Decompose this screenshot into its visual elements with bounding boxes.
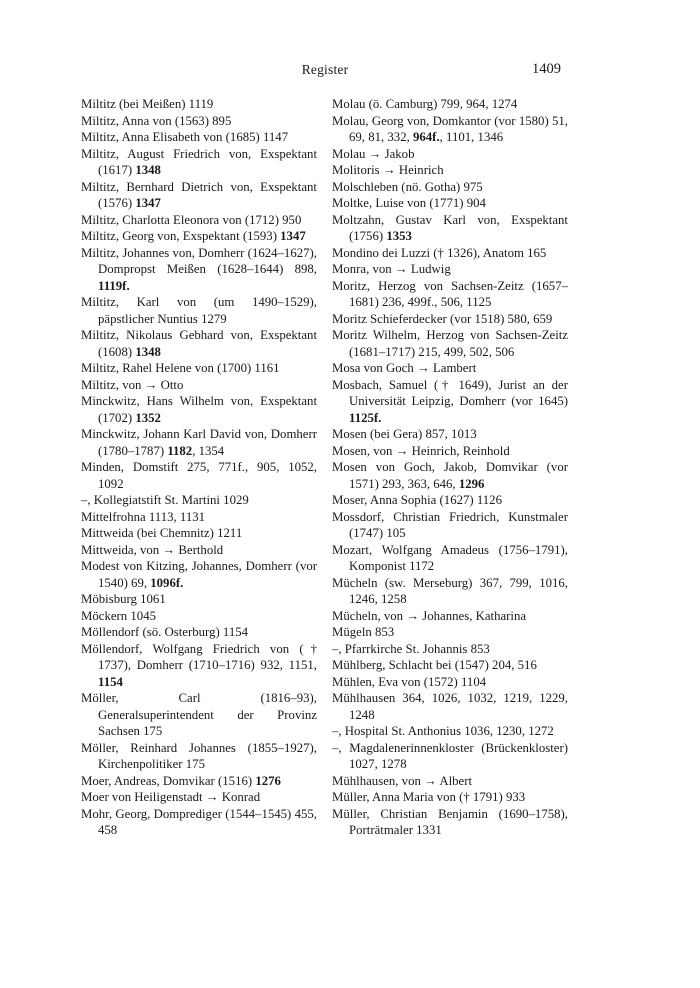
index-entry: Moritz, Herzog von Sachsen-Zeitz (1657–1681) 236, 499f., 506, 1125 [332, 278, 568, 309]
index-entry: Molau (ö. Camburg) 799, 964, 1274 [332, 97, 518, 111]
index-column-right [332, 96, 568, 839]
index-entry: –, Hospital St. Anthonius 1036, 1230, 1272 [332, 724, 554, 738]
index-entry: Miltitz, August Friedrich von, Exspektant (1617) 1348 [81, 146, 317, 177]
index-entry: Miltitz, Georg von, Exspektant (1593) 1347 [81, 229, 306, 243]
index-entry: Mühlen, Eva von (1572) 1104 [332, 674, 487, 689]
index-entry: Mittelfrohna 1113, 1131 [81, 509, 206, 524]
index-entry: Moritz Schieferdecker (vor 1518) 580, 659 [332, 311, 553, 326]
index-entry: Miltitz, von → Otto [81, 377, 184, 392]
index-entry: Mühlhausen, von → Albert [332, 773, 473, 788]
index-entry: Mücheln, von → Johannes, Katharina [332, 608, 527, 623]
index-entry: Miltitz, Rahel Helene von (1700) 1161 [81, 361, 280, 375]
index-entry: Modest von Kitzing, Johannes, Domherr (vor 1540) 69, 1096f. [81, 559, 317, 590]
index-entry: Mohr, Georg, Domprediger (1544–1545) 455, 458 [81, 806, 317, 837]
index-entry: Mondino dei Luzzi († 1326), Anatom 165 [332, 245, 547, 260]
index-entry: Mücheln (sw. Merseburg) 367, 799, 1016, 1246, 1258 [332, 575, 568, 606]
index-entry: Monra, von → Ludwig [332, 262, 451, 276]
index-entry: Möbisburg 1061 [81, 592, 166, 606]
index-entry: Minckwitz, Johann Karl David von, Domherr (1780–1787) 1182, 1354 [81, 427, 317, 458]
index-entry: Molschleben (nö. Gotha) 975 [332, 179, 483, 194]
index-entry: Möller, Reinhard Johannes (1855–1927), Kirchenpolitiker 175 [81, 740, 317, 771]
index-entry: Mühlhausen 364, 1026, 1032, 1219, 1229, 1248 [332, 691, 568, 722]
index-entry: Mosen, von → Heinrich, Reinhold [332, 443, 510, 458]
index-entry: Miltitz, Anna Elisabeth von (1685) 1147 [81, 130, 289, 144]
index-entry: Mozart, Wolfgang Amadeus (1756–1791), Komponist 1172 [332, 542, 568, 573]
index-column-left [81, 96, 317, 839]
index-entry: Möckern 1045 [81, 608, 156, 623]
index-entry: Moser, Anna Sophia (1627) 1126 [332, 493, 502, 507]
index-entry: Müller, Christian Benjamin (1690–1758), Porträtmaler 1331 [332, 806, 568, 837]
index-entry: Moer von Heiligenstadt → Konrad [81, 790, 261, 804]
index-entry: Minckwitz, Hans Wilhelm von, Exspektant (1702) 1352 [81, 394, 317, 425]
index-entry: Molau → Jakob [332, 146, 415, 161]
index-entry: Moritz Wilhelm, Herzog von Sachsen-Zeitz (1681–1717) 215, 499, 502, 506 [332, 328, 568, 359]
index-entry: Miltitz, Karl von (um 1490–1529), päpstlicher Nuntius 1279 [81, 295, 317, 326]
index-entry: Mosen von Goch, Jakob, Domvikar (vor 1571) 293, 363, 646, 1296 [332, 460, 568, 491]
index-entry: Müller, Anna Maria von († 1791) 933 [332, 790, 526, 804]
index-entry: Miltitz, Johannes von, Domherr (1624–1627), Dompropst Meißen (1628–1644) 898, 1119f. [81, 245, 317, 293]
index-entry: Minden, Domstift 275, 771f., 905, 1052, 1092 [81, 460, 317, 491]
index-entry: Molau, Georg von, Domkantor (vor 1580) 51, 69, 81, 332, 964f., 1101, 1346 [332, 113, 568, 144]
index-entry: Mosa von Goch → Lambert [332, 361, 477, 375]
index-entry: –, Pfarrkirche St. Johannis 853 [332, 641, 490, 656]
index-entry: Moltke, Luise von (1771) 904 [332, 196, 486, 210]
index-entry: –, Magdalenerinnenkloster (Brückenkloster) 1027, 1278 [332, 740, 568, 771]
index-entry: –, Kollegiatstift St. Martini 1029 [81, 493, 249, 507]
index-entry: Miltitz, Bernhard Dietrich von, Exspektant (1576) 1347 [81, 179, 317, 210]
index-entry: Moer, Andreas, Domvikar (1516) 1276 [81, 773, 281, 788]
index-entry: Möllendorf, Wolfgang Friedrich von († 1737), Domherr (1710–1716) 932, 1151, 1154 [81, 641, 317, 689]
index-entry: Miltitz (bei Meißen) 1119 [81, 97, 214, 111]
index-entry: Mosbach, Samuel († 1649), Jurist an der Universität Leipzig, Domherr (vor 1645) 1125f. [332, 377, 568, 425]
index-entry: Miltitz, Nikolaus Gebhard von, Exspektant (1608) 1348 [81, 328, 317, 359]
index-entry: Moltzahn, Gustav Karl von, Exspektant (1756) 1353 [332, 212, 568, 243]
index-entry: Mittweida (bei Chemnitz) 1211 [81, 526, 243, 540]
index-entry: Miltitz, Anna von (1563) 895 [81, 113, 232, 128]
index-entry: Möller, Carl (1816–93), Generalsuperintendent der Provinz Sachsen 175 [81, 691, 317, 738]
index-entry: Molitoris → Heinrich [332, 163, 444, 177]
index-entry: Mittweida, von → Berthold [81, 542, 224, 557]
index-entry: Mossdorf, Christian Friedrich, Kunstmaler (1747) 105 [332, 509, 568, 540]
running-header: Register [301, 62, 349, 77]
index-entry: Mühlberg, Schlacht bei (1547) 204, 516 [332, 658, 537, 672]
index-entry: Möllendorf (sö. Osterburg) 1154 [81, 625, 249, 639]
index-entry: Mosen (bei Gera) 857, 1013 [332, 427, 477, 441]
index-entry: Miltitz, Charlotta Eleonora von (1712) 950 [81, 212, 302, 227]
index-entry: Mügeln 853 [332, 625, 395, 639]
page-number: 1409 [532, 61, 561, 77]
